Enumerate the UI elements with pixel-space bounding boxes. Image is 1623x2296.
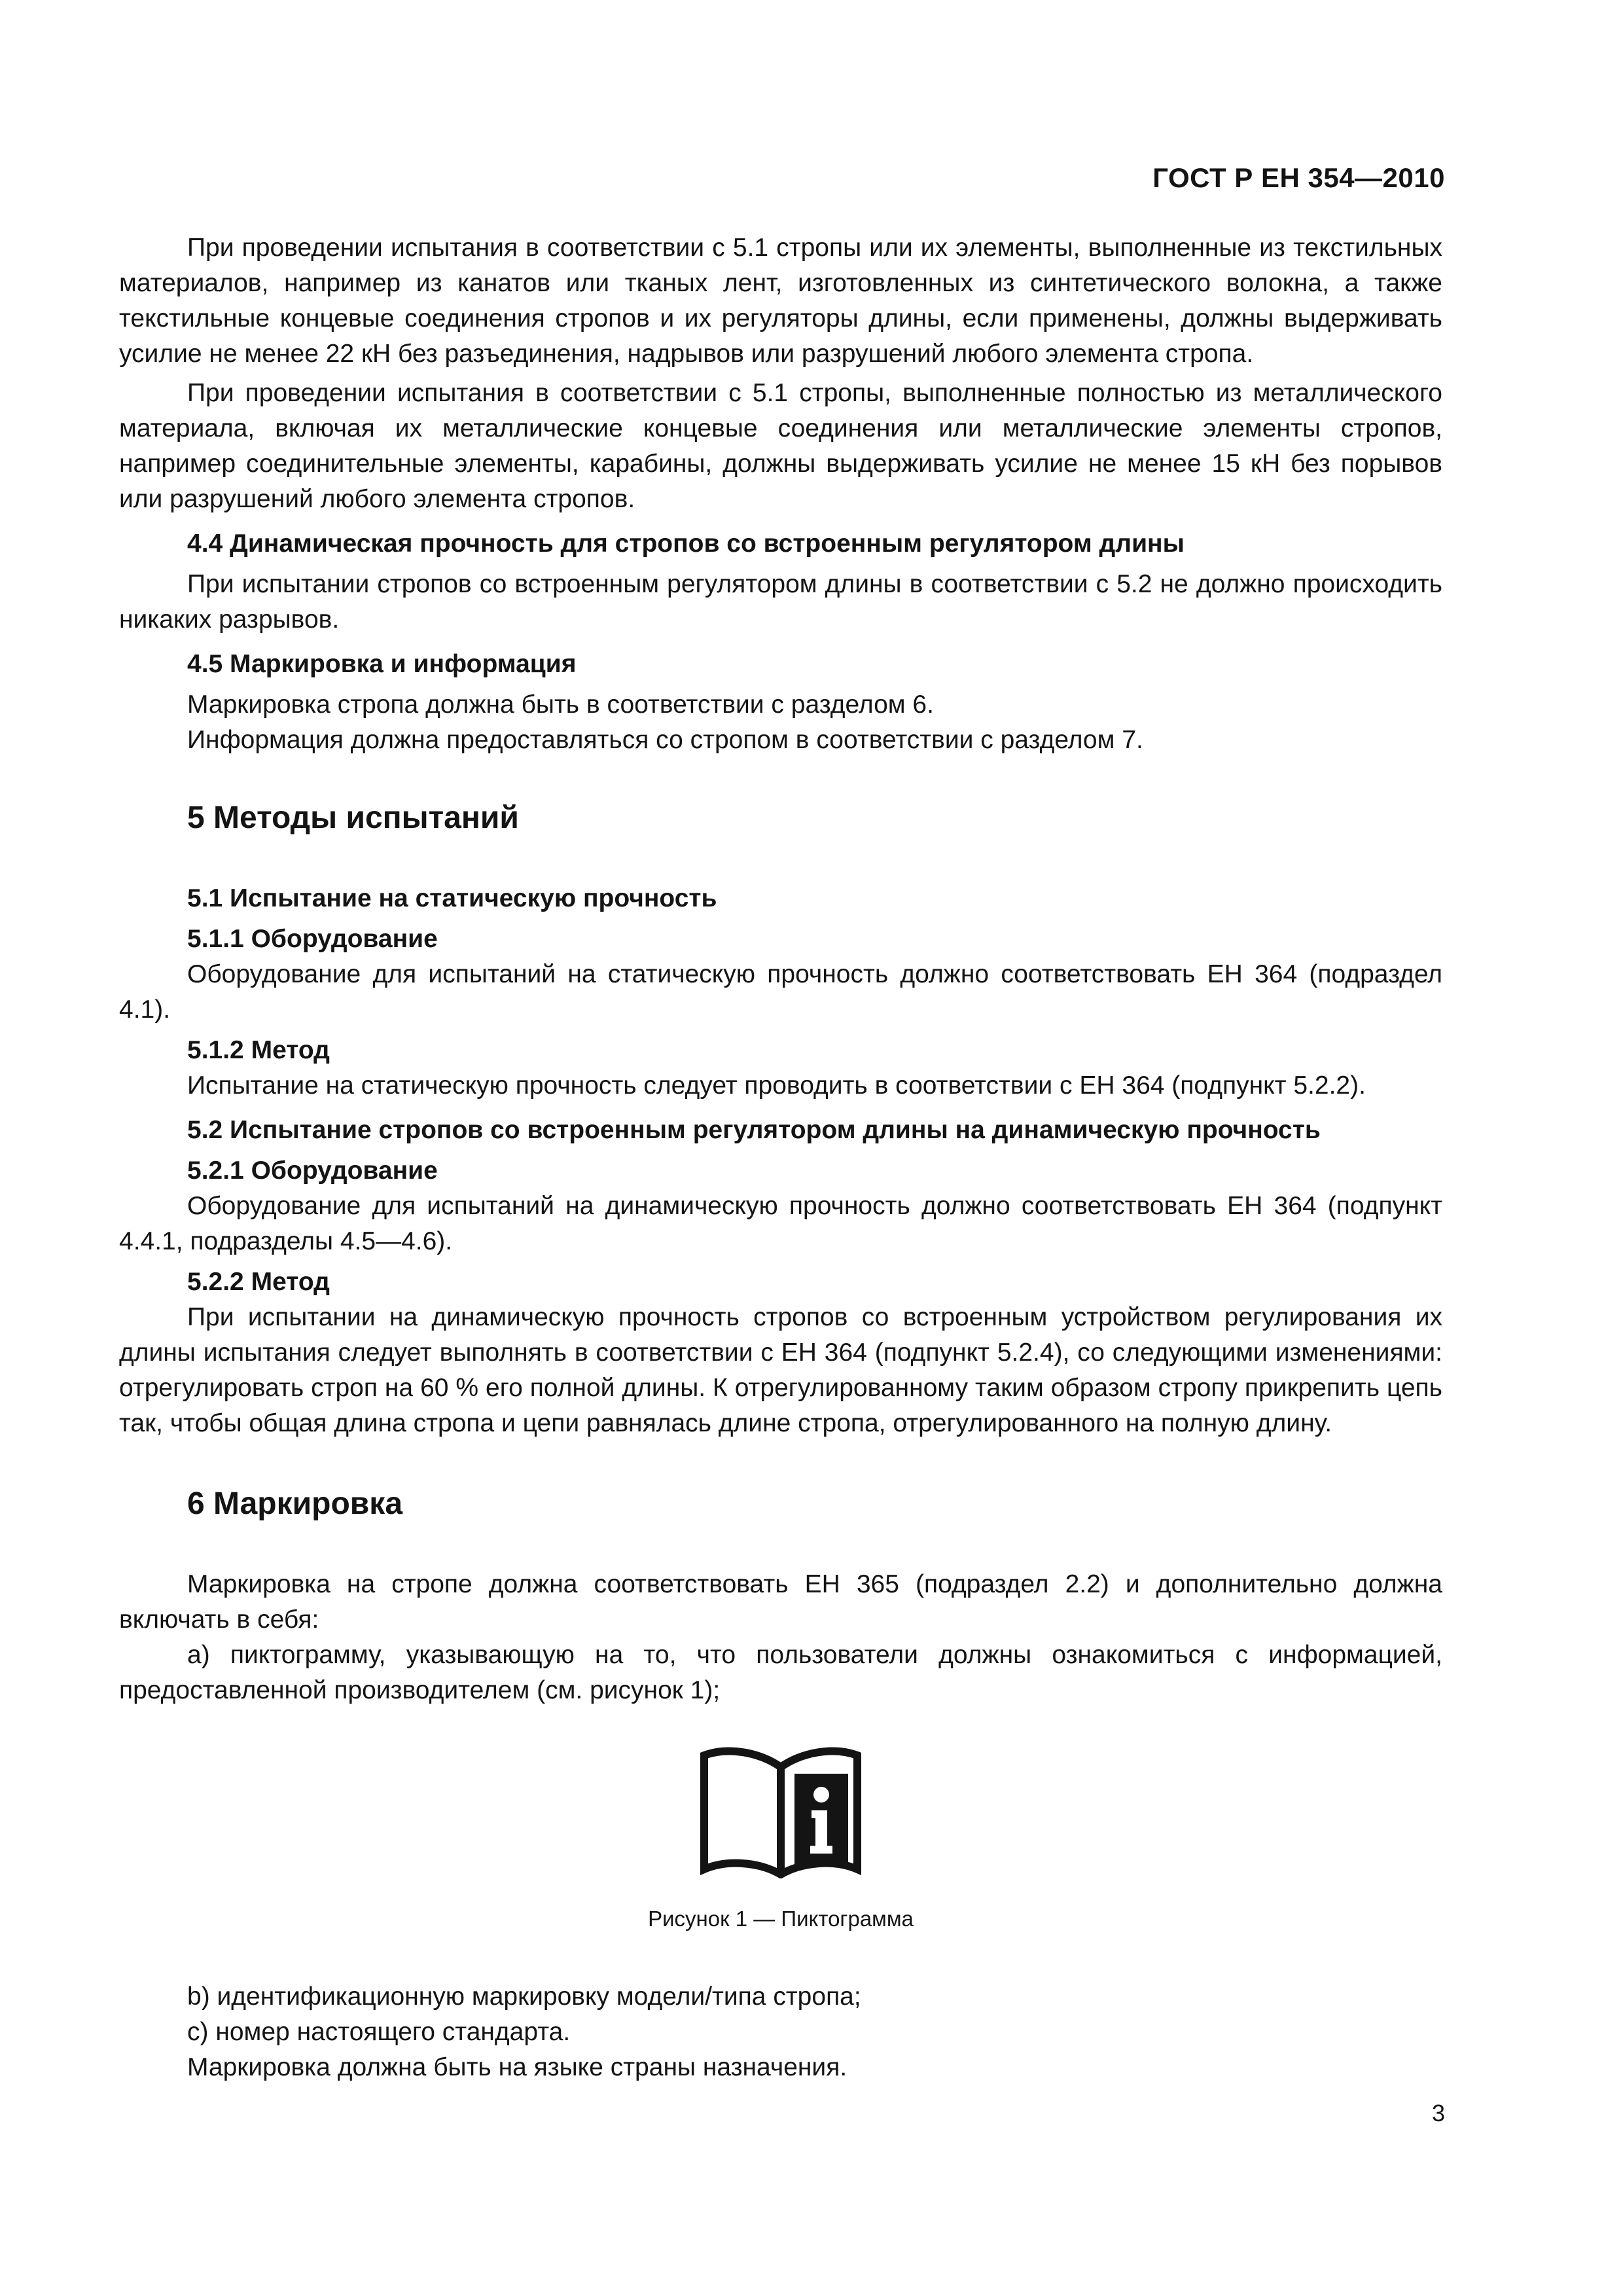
list-item-b: b) идентификационную маркировку модели/типа стропа; (187, 1982, 861, 2011)
section-4-5-heading: 4.5 Маркировка и информация (187, 650, 577, 678)
list-item-a: a) пиктограмму, указывающую на то, что пользователи должны ознакомиться с информацией, предоставленной производителем (см. рисунок 1); (119, 1641, 1442, 1704)
page-number: 3 (1431, 2100, 1445, 2126)
book-info-icon (699, 1741, 863, 1878)
standard-designation: ГОСТ Р ЕН 354—2010 (1152, 162, 1445, 193)
section-5-2-2-text: При испытании на динамическую прочность стропов со встроенным устройством регулирования их длины испытания следует выполнять в соответствии с ЕН 364 (подпункт 5.2.4), со следующими изменениями: отрегулировать строп на 60 % его полной длины. К отрегулированному таким образом стропу прикрепить цепь так, чтобы общая длина стропа и цепи равнялась длине стропа, отрегулированного на полную длину. (119, 1303, 1442, 1437)
section-5-1-2-text: Испытание на статическую прочность следует проводить в соответствии с ЕН 364 (подпункт 5.2.2). (187, 1071, 1366, 1100)
figure-1 (119, 1741, 1442, 1933)
section-6-intro: Маркировка на стропе должна соответствовать ЕН 365 (подраздел 2.2) и дополнительно должна включать в себя: (119, 1570, 1442, 1634)
section-6-heading: 6 Маркировка (187, 1486, 403, 1521)
section-5-1-2-heading: 5.1.2 Метод (187, 1036, 330, 1064)
section-4-5-line-2: Информация должна предоставляться со стропом в соответствии с разделом 7. (187, 726, 1143, 754)
list-item-c: c) номер настоящего стандарта. (187, 2018, 571, 2046)
section-4-4-heading: 4.4 Динамическая прочность для стропов со встроенным регулятором длины (187, 529, 1185, 558)
section-5-1-1-text: Оборудование для испытаний на статическую прочность должно соответствовать ЕН 364 (подраздел 4.1). (119, 960, 1442, 1024)
section-5-2-1-text: Оборудование для испытаний на динамическую прочность должно соответствовать ЕН 364 (подпункт 4.4.1, подразделы 4.5—4.6). (119, 1192, 1442, 1255)
section-5-2-2-heading: 5.2.2 Метод (187, 1268, 330, 1296)
section-5-2-1-heading: 5.2.1 Оборудование (187, 1157, 438, 1185)
section-5-1-heading: 5.1 Испытание на статическую прочность (187, 884, 717, 912)
page-body (119, 230, 1442, 2085)
paragraph-metal-strength: При проведении испытания в соответствии с 5.1 стропы, выполненные полностью из металлического материала, включая их металлические концевые соединения или металлические элементы стропов, например соединительные элементы, карабины, должны выдерживать усилие не менее 15 кН без порывов или разрушений любого элемента стропов. (119, 379, 1442, 513)
section-4-4-text: При испытании стропов со встроенным регулятором длины в соответствии с 5.2 не должно происходить никаких разрывов. (119, 570, 1442, 634)
section-6-closing: Маркировка должна быть на языке страны назначения. (187, 2053, 847, 2081)
section-5-heading: 5 Методы испытаний (187, 800, 519, 835)
figure-caption: Рисунок 1 — Пиктограмма (648, 1907, 914, 1931)
section-5-2-heading: 5.2 Испытание стропов со встроенным регулятором длины на динамическую прочность (187, 1116, 1321, 1144)
paragraph-textile-strength: При проведении испытания в соответствии с 5.1 стропы или их элементы, выполненные из текстильных материалов, например из канатов или тканых лент, изготовленных из синтетического волокна, а также текстильные концевые соединения стропов и их регуляторы длины, если применены, должны выдерживать усилие не менее 22 кН без разъединения, надрывов или разрушений любого элемента стропа. (119, 234, 1442, 368)
section-4-5-line-1: Маркировка стропа должна быть в соответствии с разделом 6. (187, 691, 934, 719)
section-5-1-1-heading: 5.1.1 Оборудование (187, 925, 438, 953)
